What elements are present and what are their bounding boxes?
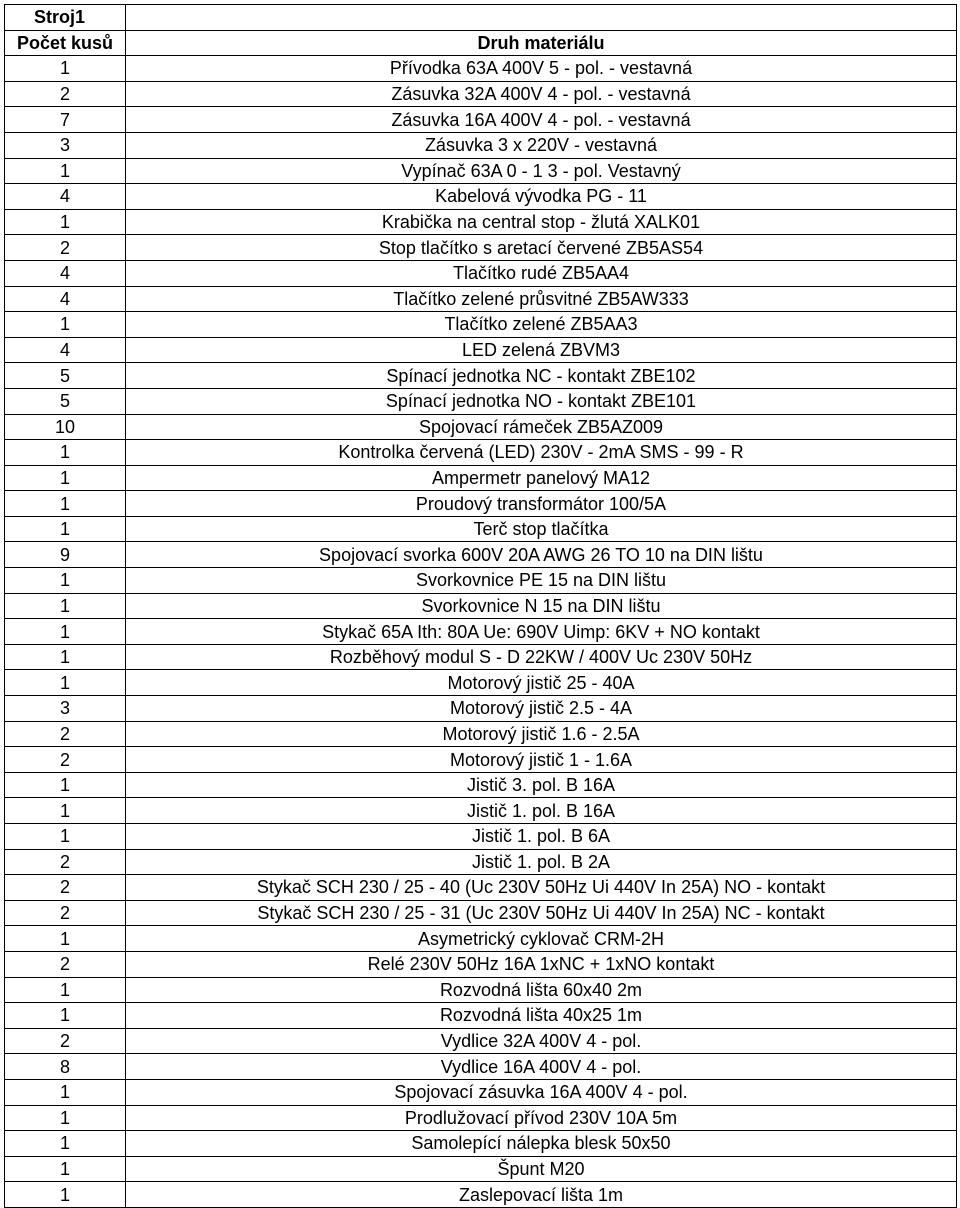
table-row: [5, 1028, 957, 1054]
table-row: [5, 56, 957, 82]
table-row: [5, 491, 957, 517]
material-cell: Tlačítko rudé ZB5AA4: [126, 260, 957, 286]
qty-cell: 1: [5, 772, 126, 798]
qty-cell: 1: [5, 56, 126, 82]
material-cell: Špunt M20: [126, 1156, 957, 1182]
qty-cell: 1: [5, 568, 126, 594]
material-cell: Přívodka 63A 400V 5 - pol. - vestavná: [126, 56, 957, 82]
table-row: [5, 542, 957, 568]
qty-cell: 3: [5, 132, 126, 158]
qty-cell: 2: [5, 1028, 126, 1054]
qty-cell: 10: [5, 414, 126, 440]
material-cell: Zaslepovací lišta 1m: [126, 1182, 957, 1208]
table-row: [5, 184, 957, 210]
qty-cell: 2: [5, 81, 126, 107]
table-row: [5, 81, 957, 107]
qty-cell: 1: [5, 1182, 126, 1208]
table-row: [5, 772, 957, 798]
material-table: [4, 4, 957, 1208]
qty-cell: 1: [5, 593, 126, 619]
title-blank-cell: [126, 5, 957, 31]
table-row: [5, 440, 957, 466]
material-cell: Spínací jednotka NO - kontakt ZBE101: [126, 388, 957, 414]
material-cell: Tlačítko zelené průsvitné ZB5AW333: [126, 286, 957, 312]
material-cell: Stykač SCH 230 / 25 - 31 (Uc 230V 50Hz Ui 440V In 25A) NC - kontakt: [126, 900, 957, 926]
qty-cell: 1: [5, 312, 126, 338]
material-cell: Kabelová vývodka PG - 11: [126, 184, 957, 210]
material-cell: Relé 230V 50Hz 16A 1xNC + 1xNO kontakt: [126, 951, 957, 977]
material-header: Druh materiálu: [126, 30, 957, 56]
table-row: [5, 951, 957, 977]
table-row: [5, 977, 957, 1003]
table-row: [5, 798, 957, 824]
material-cell: LED zelená ZBVM3: [126, 337, 957, 363]
qty-cell: 1: [5, 158, 126, 184]
material-cell: Jistič 1. pol. B 6A: [126, 824, 957, 850]
table-row: [5, 568, 957, 594]
table-row: [5, 670, 957, 696]
table-row: [5, 414, 957, 440]
material-cell: Stykač 65A Ith: 80A Ue: 690V Uimp: 6KV + NO kontakt: [126, 619, 957, 645]
table-row: [5, 721, 957, 747]
table-row: [5, 593, 957, 619]
table-row: [5, 926, 957, 952]
qty-cell: 2: [5, 875, 126, 901]
material-cell: Motorový jistič 1.6 - 2.5A: [126, 721, 957, 747]
table-row: [5, 644, 957, 670]
qty-cell: 4: [5, 184, 126, 210]
material-cell: Spínací jednotka NC - kontakt ZBE102: [126, 363, 957, 389]
material-cell: Stykač SCH 230 / 25 - 40 (Uc 230V 50Hz Ui 440V In 25A) NO - kontakt: [126, 875, 957, 901]
table-row: [5, 619, 957, 645]
qty-cell: 1: [5, 516, 126, 542]
material-cell: Tlačítko zelené ZB5AA3: [126, 312, 957, 338]
qty-cell: 7: [5, 107, 126, 133]
table-row: [5, 1003, 957, 1029]
table-row: [5, 388, 957, 414]
qty-cell: 1: [5, 1079, 126, 1105]
qty-cell: 2: [5, 721, 126, 747]
material-cell: Jistič 1. pol. B 2A: [126, 849, 957, 875]
table-row: [5, 747, 957, 773]
qty-cell: 4: [5, 337, 126, 363]
qty-header: Počet kusů: [5, 30, 126, 56]
table-row: [5, 849, 957, 875]
material-cell: Motorový jistič 2.5 - 4A: [126, 696, 957, 722]
table-row: [5, 1105, 957, 1131]
material-cell: Svorkovnice PE 15 na DIN lištu: [126, 568, 957, 594]
qty-cell: 1: [5, 465, 126, 491]
sheet-title: Stroj1: [5, 5, 126, 31]
table-row: [5, 1156, 957, 1182]
qty-cell: 4: [5, 260, 126, 286]
table-row: [5, 1079, 957, 1105]
material-list-sheet: [4, 4, 956, 1205]
qty-cell: 1: [5, 798, 126, 824]
material-cell: Stop tlačítko s aretací červené ZB5AS54: [126, 235, 957, 261]
material-cell: Terč stop tlačítka: [126, 516, 957, 542]
qty-cell: 3: [5, 696, 126, 722]
qty-cell: 2: [5, 235, 126, 261]
table-row: [5, 158, 957, 184]
material-cell: Spojovací rámeček ZB5AZ009: [126, 414, 957, 440]
qty-cell: 1: [5, 977, 126, 1003]
qty-cell: 1: [5, 926, 126, 952]
qty-cell: 8: [5, 1054, 126, 1080]
material-cell: Prodlužovací přívod 230V 10A 5m: [126, 1105, 957, 1131]
qty-cell: 2: [5, 900, 126, 926]
qty-cell: 1: [5, 209, 126, 235]
qty-cell: 1: [5, 1156, 126, 1182]
qty-cell: 1: [5, 1131, 126, 1157]
title-row: [5, 5, 957, 31]
qty-cell: 2: [5, 951, 126, 977]
table-row: [5, 337, 957, 363]
material-cell: Zásuvka 32A 400V 4 - pol. - vestavná: [126, 81, 957, 107]
material-cell: Kontrolka červená (LED) 230V - 2mA SMS - 99 - R: [126, 440, 957, 466]
qty-cell: 2: [5, 849, 126, 875]
table-row: [5, 900, 957, 926]
material-cell: Ampermetr panelový MA12: [126, 465, 957, 491]
material-cell: Krabička na central stop - žlutá XALK01: [126, 209, 957, 235]
material-cell: Vydlice 16A 400V 4 - pol.: [126, 1054, 957, 1080]
table-row: [5, 1182, 957, 1208]
material-cell: Vydlice 32A 400V 4 - pol.: [126, 1028, 957, 1054]
table-row: [5, 696, 957, 722]
material-cell: Motorový jistič 25 - 40A: [126, 670, 957, 696]
material-cell: Svorkovnice N 15 na DIN lištu: [126, 593, 957, 619]
material-cell: Spojovací zásuvka 16A 400V 4 - pol.: [126, 1079, 957, 1105]
table-row: [5, 235, 957, 261]
qty-cell: 1: [5, 491, 126, 517]
material-cell: Samolepící nálepka blesk 50x50: [126, 1131, 957, 1157]
material-cell: Jistič 3. pol. B 16A: [126, 772, 957, 798]
table-row: [5, 1131, 957, 1157]
qty-cell: 2: [5, 747, 126, 773]
qty-cell: 5: [5, 363, 126, 389]
material-cell: Motorový jistič 1 - 1.6A: [126, 747, 957, 773]
table-row: [5, 132, 957, 158]
qty-cell: 1: [5, 824, 126, 850]
table-row: [5, 363, 957, 389]
table-row: [5, 312, 957, 338]
table-row: [5, 1054, 957, 1080]
qty-cell: 9: [5, 542, 126, 568]
material-cell: Spojovací svorka 600V 20A AWG 26 TO 10 na DIN lištu: [126, 542, 957, 568]
header-row: [5, 30, 957, 56]
table-row: [5, 209, 957, 235]
table-row: [5, 286, 957, 312]
material-cell: Vypínač 63A 0 - 1 3 - pol. Vestavný: [126, 158, 957, 184]
material-cell: Zásuvka 16A 400V 4 - pol. - vestavná: [126, 107, 957, 133]
table-row: [5, 260, 957, 286]
qty-cell: 4: [5, 286, 126, 312]
material-cell: Proudový transformátor 100/5A: [126, 491, 957, 517]
table-row: [5, 516, 957, 542]
material-cell: Rozvodná lišta 60x40 2m: [126, 977, 957, 1003]
qty-cell: 5: [5, 388, 126, 414]
material-cell: Rozvodná lišta 40x25 1m: [126, 1003, 957, 1029]
table-row: [5, 824, 957, 850]
qty-cell: 1: [5, 619, 126, 645]
table-row: [5, 875, 957, 901]
qty-cell: 1: [5, 1003, 126, 1029]
qty-cell: 1: [5, 1105, 126, 1131]
qty-cell: 1: [5, 670, 126, 696]
material-cell: Jistič 1. pol. B 16A: [126, 798, 957, 824]
material-cell: Zásuvka 3 x 220V - vestavná: [126, 132, 957, 158]
material-cell: Asymetrický cyklovač CRM-2H: [126, 926, 957, 952]
qty-cell: 1: [5, 440, 126, 466]
qty-cell: 1: [5, 644, 126, 670]
material-cell: Rozběhový modul S - D 22KW / 400V Uc 230V 50Hz: [126, 644, 957, 670]
table-row: [5, 107, 957, 133]
table-row: [5, 465, 957, 491]
